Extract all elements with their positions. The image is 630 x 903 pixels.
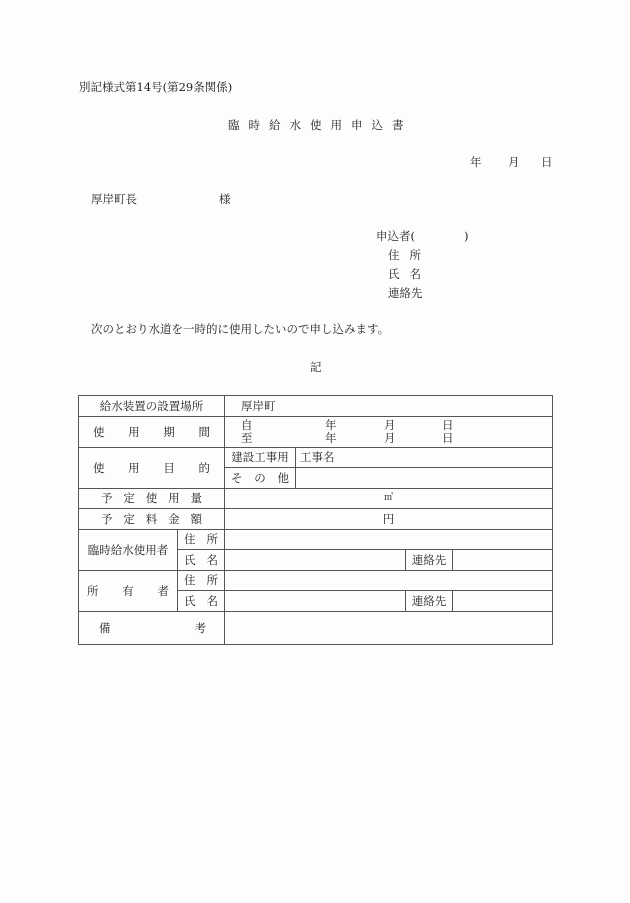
owner-address-label: 住 所	[178, 571, 225, 591]
date-year: 年	[470, 155, 482, 169]
remarks-label: 備 考	[79, 612, 225, 645]
temp-user-name-label: 氏 名	[178, 550, 225, 571]
row-temp-user-address	[79, 530, 553, 550]
owner-address-field[interactable]	[225, 571, 553, 591]
temp-user-contact-field[interactable]	[453, 550, 553, 571]
honorific: 様	[219, 192, 231, 206]
applicant-paren-close: )	[464, 229, 469, 243]
row-remarks	[79, 612, 553, 645]
owner-label: 所 有 者	[79, 571, 178, 612]
row-fee	[79, 509, 553, 530]
volume-field[interactable]: ㎥	[225, 489, 553, 509]
location-value[interactable]: 厚岸町	[225, 396, 553, 417]
fee-field[interactable]: 円	[225, 509, 553, 530]
form-number: 別記様式第14号(第29条関係)	[79, 80, 233, 94]
owner-contact-field[interactable]	[453, 591, 553, 612]
period-value[interactable]: 自 年 月 日 至 年 月 日	[225, 417, 553, 448]
owner-name-field[interactable]	[225, 591, 406, 612]
date-day: 日	[541, 155, 553, 169]
temp-user-contact-label: 連絡先	[406, 550, 453, 571]
row-volume	[79, 489, 553, 509]
volume-label: 予 定 使 用 量	[79, 489, 225, 509]
purpose-other-field[interactable]	[296, 468, 553, 489]
temp-user-name-field[interactable]	[225, 550, 406, 571]
intro-text: 次のとおり水道を一時的に使用したいので申し込みます。	[91, 322, 390, 336]
purpose-other-label: そ の 他	[225, 468, 296, 489]
applicant-address-label: 住 所	[388, 248, 421, 262]
temp-user-address-field[interactable]	[225, 530, 553, 550]
addressee: 厚岸町長	[91, 192, 137, 206]
period-label: 使 用 期 間	[79, 417, 225, 448]
applicant-contact-label: 連絡先	[388, 286, 423, 300]
applicant-name-label: 氏 名	[388, 267, 421, 281]
remarks-field[interactable]	[225, 612, 553, 645]
owner-name-label: 氏 名	[178, 591, 225, 612]
application-table	[78, 395, 553, 645]
fee-label: 予 定 料 金 額	[79, 509, 225, 530]
location-label: 給水装置の設置場所	[79, 396, 225, 417]
date-month: 月	[508, 155, 520, 169]
owner-contact-label: 連絡先	[406, 591, 453, 612]
ki-label: 記	[310, 360, 322, 374]
temp-user-label: 臨時給水使用者	[79, 530, 178, 571]
document-title: 臨 時 給 水 使 用 申 込 書	[228, 118, 404, 132]
applicant-label: 申込者(	[376, 229, 415, 243]
row-location	[79, 396, 553, 417]
row-owner-address	[79, 571, 553, 591]
construction-name-field[interactable]: 工事名	[296, 448, 553, 468]
purpose-label: 使 用 目 的	[79, 448, 225, 489]
row-period	[79, 417, 553, 448]
temp-user-address-label: 住 所	[178, 530, 225, 550]
row-purpose-construction	[79, 448, 553, 468]
purpose-construction-label: 建設工事用	[225, 448, 296, 468]
